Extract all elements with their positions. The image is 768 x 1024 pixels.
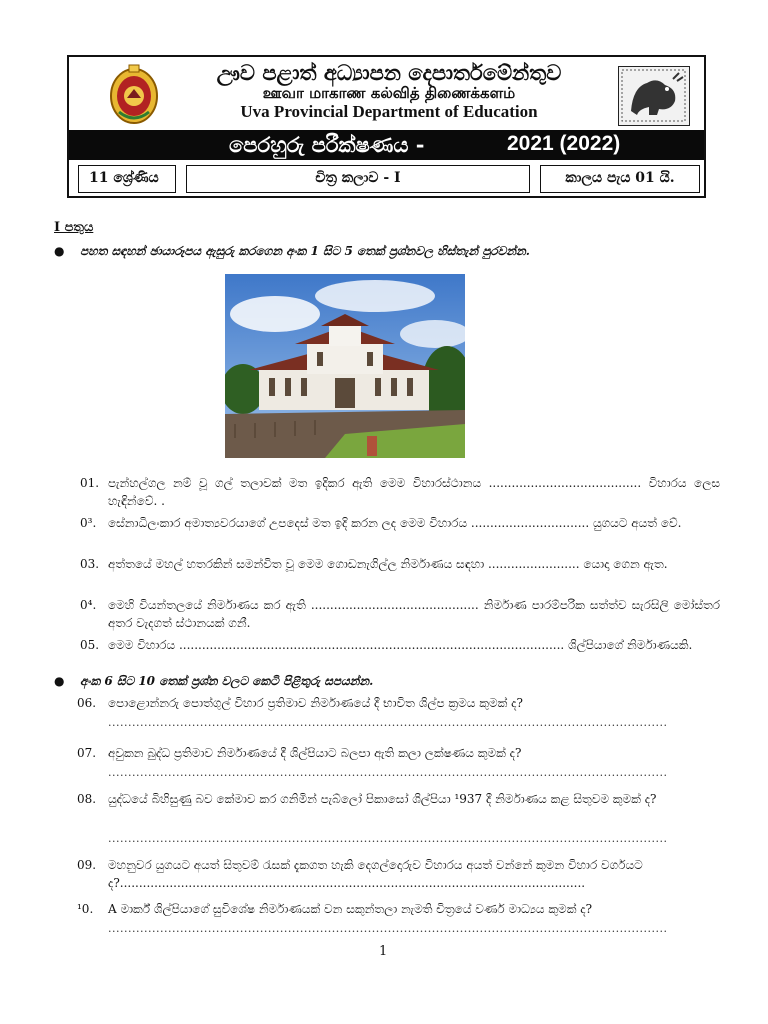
header-title-tamil: ஊவா மாகாண கல்வித் திணைக்களம் [262, 84, 516, 102]
question-text: පොළොන්නරු පොත්ගුල් විහාර ප්‍රතිමාව නිර්මාණයේ දී භාවිත ශිල්ප ක්‍රමය කුමක් ද? [108, 696, 523, 710]
question-06 [77, 694, 717, 712]
question-07 [77, 744, 717, 762]
answer-line[interactable]: ............................................................................................................................................ [108, 766, 668, 779]
answer-line[interactable]: ............................................................................................................................................ [108, 716, 668, 729]
question-text: අවුකන බුද්ධ ප්‍රතිමාව නිර්මාණයේ දී ශිල්පියාට බලපා ඇති කලා ලක්ෂණය කුමක් ද? [108, 746, 522, 760]
question-text: අත්තයේ මහල් හතරකින් සමන්විත වූ මෙම ගොඩනැගිල්ල නිර්මාණය සඳහා ........................ යොදා ගෙන ඇත. [108, 557, 668, 571]
lion-logo-icon [618, 66, 690, 126]
question-number: 05. [80, 638, 100, 652]
question-08 [77, 790, 717, 808]
question-number: 06. [77, 696, 97, 710]
section-title: I පතුය [54, 220, 94, 235]
instruction-2: අංක 6 සිට 10 තෙක් ප්‍රශ්න වලට කෙටි පිළිතුරු සපයන්න. [80, 674, 374, 688]
question-number: 07. [77, 746, 97, 760]
time-cell: කාලය පැය 01 යි. [540, 165, 700, 193]
info-row [69, 160, 704, 198]
instruction-1: පහත සඳහන් ඡායාරූපය ඇසුරු කරගෙන අංක 1 සිට 5 තෙක් ප්‍රශ්නවල හිස්තැන් පුරවන්න. [80, 244, 530, 258]
question-text: A මාර්ක් ශිල්පියාගේ සුවිශේෂ නිර්මාණයක් වන සකුන්තලා නැමති චිත්‍රයේ වර්ණ මාධ්‍යය කුමක් ද? [108, 902, 593, 916]
question-number: ¹0. [77, 902, 94, 916]
question-number: 01. [80, 476, 100, 490]
question-text: මෙහි වියන්තලයේ නිර්මාණය කර ඇති ............................................ නිර්මාණ පාරම්පරික සත්ත්ව සැරසිලි මෝස්තර අතර වැදගත් ස්ථානයක් ගනී. [108, 598, 720, 630]
question-text: මහනුවර යුගයට අයත් සිතුවම් රැසක් දැකගත හැකි දෙගල්දොරුව විහාරය අයත් වන්නේ කුමන විහාර වර්ගයට ද?.......................................................................................................................... [108, 858, 643, 890]
page-number: 1 [379, 944, 388, 959]
header-titles [169, 61, 609, 122]
answer-line[interactable]: ............................................................................................................................................ [108, 832, 668, 845]
question-text: පැන්හල්ගල නම් වූ ගල් තලාවක් මත ඉදිකර ඇති මෙම විහාරස්ථානය ........................................ විහාරය ලෙස හැඳින්වේ. . [108, 476, 720, 508]
question-text: යුද්ධයේ බිහිසුණු බව කේමාව කර ගනිමින් පැබ්ලෝ පිකාසෝ ශිල්පියා ¹937 දී නිර්මාණය කළ සිතුවම කුමක් ද? [108, 792, 657, 806]
question-number: 03. [80, 557, 100, 571]
header-title-english: Uva Provincial Department of Education [240, 102, 538, 121]
question-01 [80, 474, 720, 510]
question-04 [80, 596, 720, 632]
exam-year: 2021 (2022) [507, 132, 621, 155]
question-number: 0⁴. [80, 598, 97, 612]
question-text: මෙම විහාරය ..................................................................................................... ශිල්පියාගේ නිර්මාණයකි. [108, 638, 693, 652]
bullet-icon: ● [54, 244, 65, 258]
bullet-icon: ● [54, 674, 65, 688]
exam-name: පෙරහුරු පරීක්ෂණය - [229, 132, 425, 157]
temple-photo [225, 274, 465, 458]
question-10 [77, 900, 717, 918]
answer-line[interactable]: ............................................................................................................................................ [108, 922, 668, 935]
question-02 [80, 514, 720, 532]
grade-cell: 11 ශ්‍රේණිය [78, 165, 176, 193]
question-09 [77, 856, 717, 892]
header-box [67, 55, 706, 198]
exam-title-band [69, 130, 704, 160]
question-number: 0³. [80, 516, 97, 530]
question-05 [80, 636, 720, 654]
question-text: සේනාධිලංකාර අමාත්‍යවරයාගේ උපදෙස් මත ඉදි කරන ලද මෙම විහාරය ............................... යුගයට අයත් වේ. [108, 516, 682, 530]
question-03 [80, 555, 720, 573]
header-title-sinhala: ඌව පළාත් අධ්‍යාපන දෙපාර්තමේන්තුව [216, 60, 562, 85]
sri-lanka-emblem-icon [109, 62, 159, 126]
question-number: 09. [77, 858, 97, 872]
subject-cell: චිත්‍ර කලාව - I [186, 165, 530, 193]
question-number: 08. [77, 792, 97, 806]
